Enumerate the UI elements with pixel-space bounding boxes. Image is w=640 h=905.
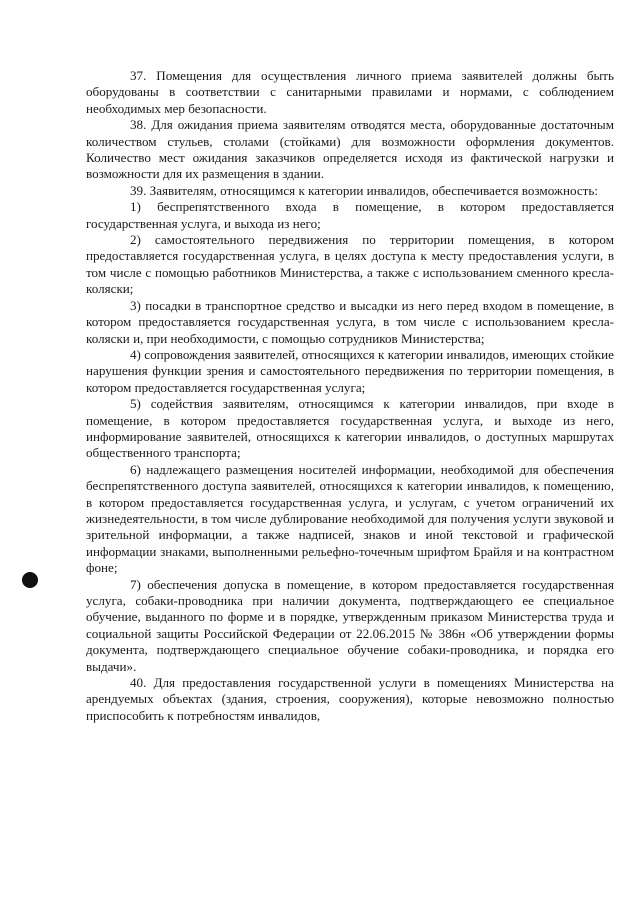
paragraph-38: 38. Для ожидания приема заявителям отводятся места, оборудованные достаточным количеством стульев, столами (стойками) для возможности оформления документов. Количество мест ожидания заказчиков определяется исходя из фактической нагрузки и возможности для их размещения в здании. [86,117,614,182]
list-item-6: 6) надлежащего размещения носителей информации, необходимой для обеспечения беспрепятственного доступа заявителей, относящихся к категории инвалидов, к помещению, в котором предоставляется государственная услуга, и услугам, с учетом ограничений их жизнедеятельности, в том числе дублирование необходимой для получения услуги звуковой и зрительной информации, а также надписей, знаков и иной текстовой и графической информации знаками, выполненными рельефно-точечным шрифтом Брайля и на контрастном фоне; [86,461,614,576]
list-item-2: 2) самостоятельного передвижения по территории помещения, в котором предоставляется государственная услуга, в целях доступа к месту предоставления услуги, в том числе с помощью работников Министерства, а также с использованием сменного кресла-коляски; [86,232,614,297]
list-item-5: 5) содействия заявителям, относящимся к категории инвалидов, при входе в помещение, в котором предоставляется государственная услуга, и выходе из него, информирование заявителей, относящихся к категории инвалидов, о доступных маршрутах общественного транспорта; [86,396,614,461]
paragraph-37: 37. Помещения для осуществления личного приема заявителей должны быть оборудованы в соответствии с санитарными правилами и нормами, с соблюдением необходимых мер безопасности. [86,68,614,116]
list-item-4: 4) сопровождения заявителей, относящихся к категории инвалидов, имеющих стойкие нарушения функции зрения и самостоятельного передвижения по территории помещения, в котором предоставляется государственная услуга; [86,346,614,395]
paragraph-39: 39. Заявителям, относящимся к категории инвалидов, обеспечивается возможность: [130,182,598,198]
document-page [86,68,614,724]
paragraph-40: 40. Для предоставления государственной услуги в помещениях Министерства на арендуемых объектах (здания, строения, сооружения), которые невозможно полностью приспособить к потребностям инвалидов, [86,675,614,723]
punch-hole-mark [22,572,38,588]
list-item-3: 3) посадки в транспортное средство и высадки из него перед входом в помещение, в котором предоставляется государственная услуга, в том числе с использованием кресла-коляски и, при необходимости, с помощью сотрудников Министерства; [86,297,614,346]
list-item-7: 7) обеспечения допуска в помещение, в котором предоставляется государственная услуга, собаки-проводника при наличии документа, подтверждающего ее специальное обучение, выданного по форме и в порядке, утвержденным приказом Министерства труда и социальной защиты Российской Федерации от 22.06.2015 № 386н «Об утверждении формы документа, подтверждающего специальное обучение собаки-проводника, и порядка его выдачи». [86,576,614,674]
list-item-1: 1) беспрепятственного входа в помещение, в котором предоставляется государственная услуга, и выхода из него; [86,199,614,231]
